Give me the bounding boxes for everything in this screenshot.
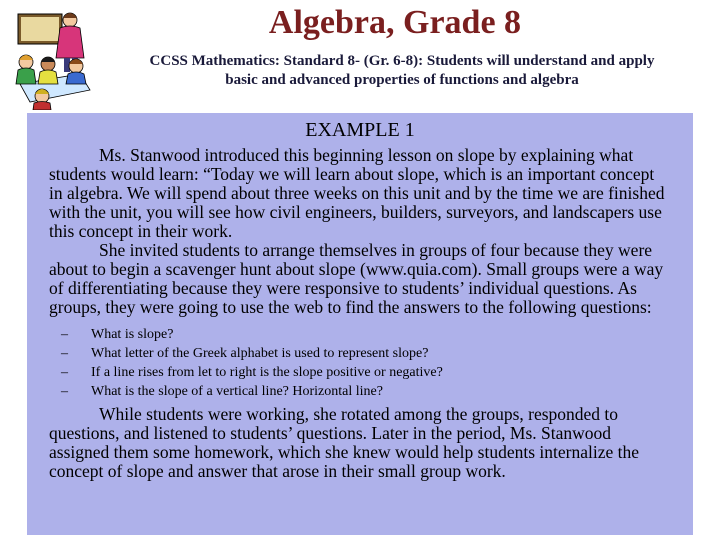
question-text: What is the slope of a vertical line? Horizontal line?: [91, 384, 383, 399]
question-item: [61, 325, 671, 344]
question-list: [49, 325, 671, 401]
standard-description: [92, 52, 712, 90]
subtitle-line-1: CCSS Mathematics: Standard 8- (Gr. 6-8): Students will understand and apply: [149, 53, 655, 69]
question-item: [61, 363, 671, 382]
paragraph-homework: While students were working, she rotated among the groups, responded to questions, and listened to students’ questions. Later in the period, Ms. Stanwood assigned them some homework, which she knew would help students internalize the concept of slope and answer that arose in their small group work.: [49, 404, 640, 481]
bullet-dash: –: [61, 384, 68, 399]
paragraph-groups: She invited students to arrange themselves in groups of four because they were about to begin a scavenger hunt about slope (www.quia.com). Small groups were a way of differentiating because they were responsive to students’ individual questions. As groups, they were going to use the web to find the answers to the following questions:: [49, 240, 664, 317]
paragraph-intro: Ms. Stanwood introduced this beginning lesson on slope by explaining what students would learn: “Today we will learn about slope, which is an important concept in algebra. We will spend about three weeks on this unit and by the time we are finished with the unit, you will see how civil engineers, builders, surveyors, and landscapers use this concept in their work.: [49, 145, 665, 241]
question-item: [61, 382, 671, 401]
bullet-dash: –: [61, 365, 68, 380]
subtitle-line-2: basic and advanced properties of functions and algebra: [225, 72, 579, 88]
example-heading: EXAMPLE 1: [305, 119, 415, 141]
example-panel: [27, 113, 693, 535]
question-text: If a line rises from let to right is the slope positive or negative?: [91, 365, 443, 380]
question-item: [61, 344, 671, 363]
page-title: Algebra, Grade 8: [268, 4, 522, 41]
bullet-dash: –: [61, 346, 68, 361]
bullet-dash: –: [61, 327, 68, 342]
question-text: What letter of the Greek alphabet is used to represent slope?: [91, 346, 429, 361]
question-text: What is slope?: [91, 327, 174, 342]
